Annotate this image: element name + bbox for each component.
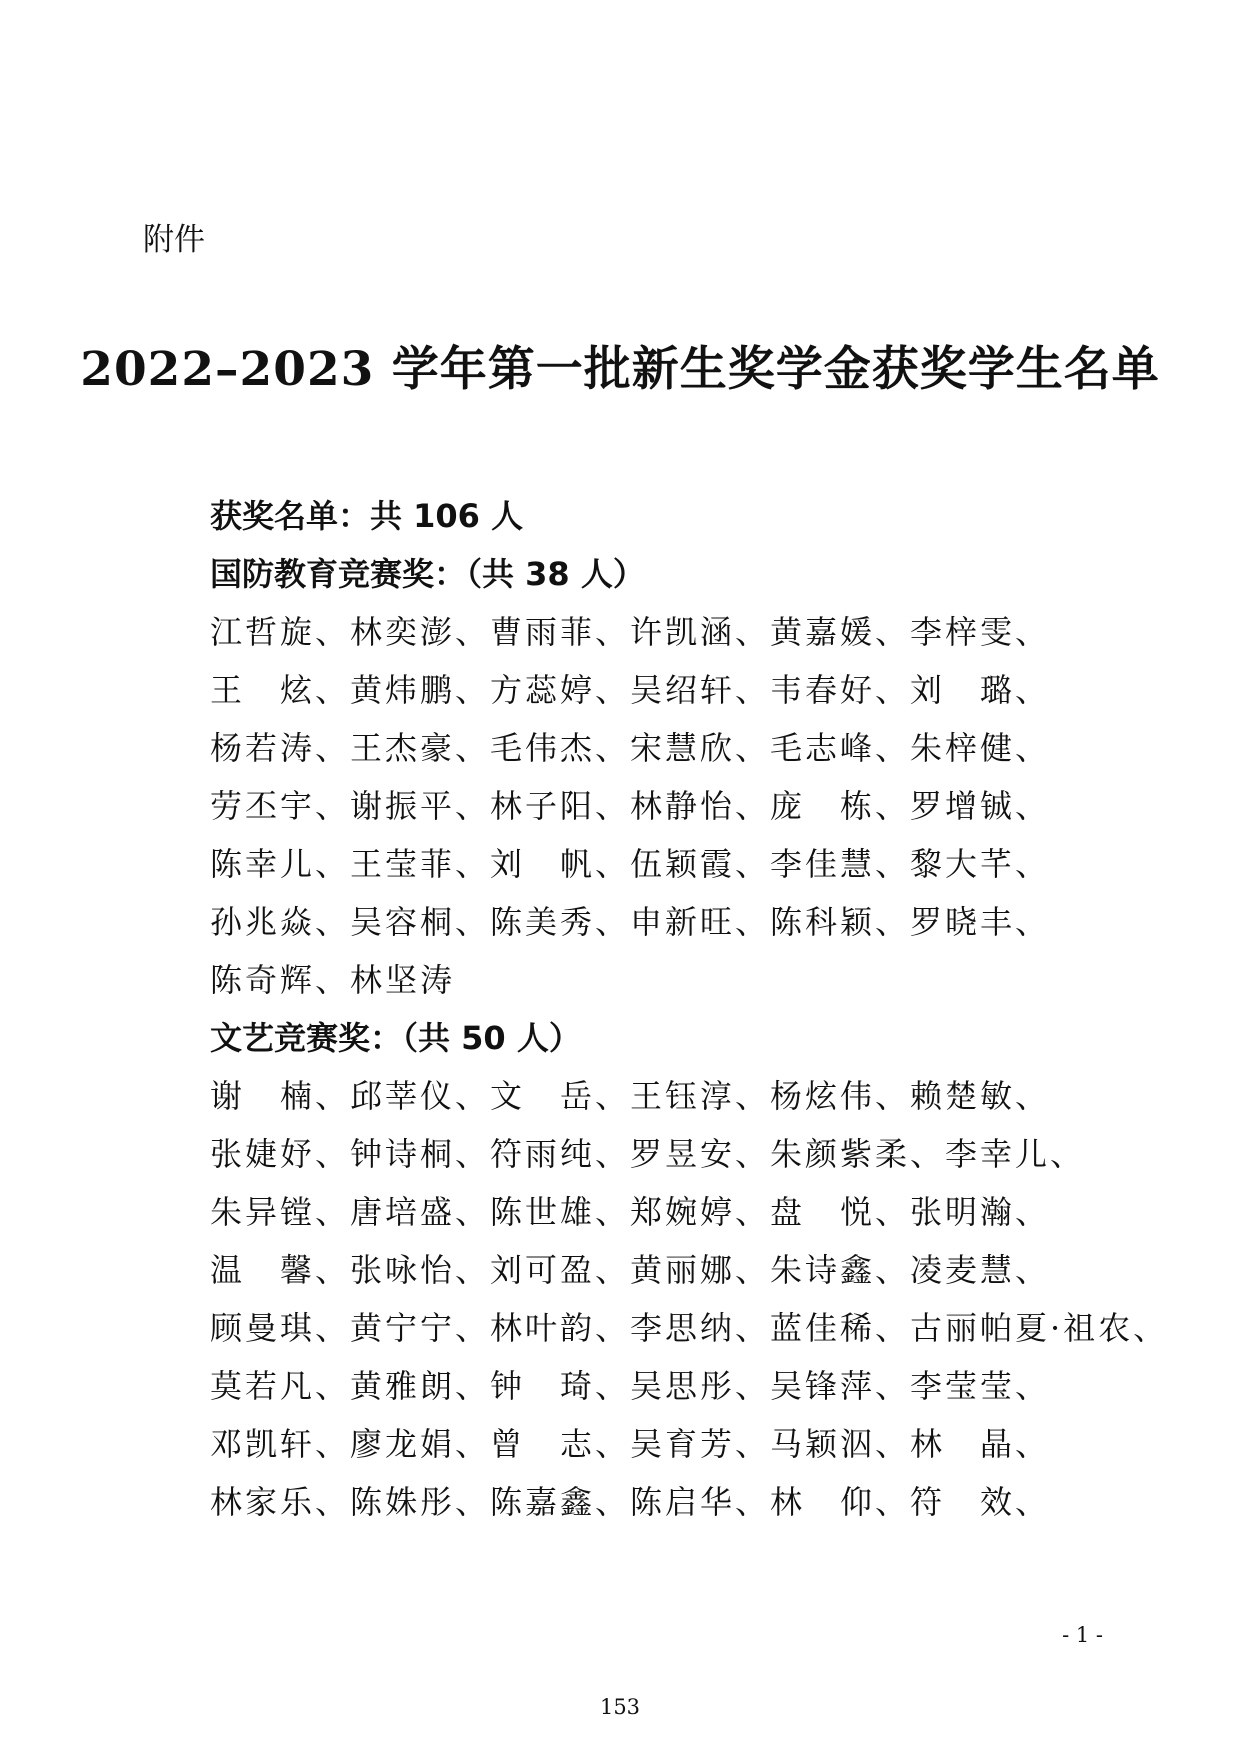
name-line: 王 炫、黄炜鹏、方蕊婷、吴绍轩、韦春好、刘 璐、	[210, 671, 1051, 709]
name-line: 江哲旋、林奕澎、曹雨菲、许凯涵、黄嘉媛、李梓雯、	[210, 613, 1051, 651]
name-line: 邓凯轩、廖龙娟、曾 志、吴育芳、马颖泅、林 晶、	[210, 1425, 1051, 1463]
name-line: 劳丕宇、谢振平、林子阳、林静怡、庞 栋、罗增铖、	[210, 787, 1051, 825]
section-heading-defense: 国防教育竞赛奖：（共 38 人）	[210, 555, 645, 593]
name-line: 张婕妤、钟诗桐、符雨纯、罗昱安、朱颜紫柔、李幸儿、	[210, 1135, 1086, 1173]
name-line: 杨若涛、王杰豪、毛伟杰、宋慧欣、毛志峰、朱梓健、	[210, 729, 1051, 767]
award-summary: 获奖名单：共 106 人	[210, 497, 524, 535]
name-line: 朱异镗、唐培盛、陈世雄、郑婉婷、盘 悦、张明瀚、	[210, 1193, 1051, 1231]
name-list-arts	[210, 1067, 1190, 1531]
name-line: 温 馨、张咏怡、刘可盈、黄丽娜、朱诗鑫、凌麦慧、	[210, 1251, 1051, 1289]
name-line: 顾曼琪、黄宁宁、林叶韵、李思纳、蓝佳稀、古丽帕夏·祖农、	[210, 1309, 1169, 1347]
name-line: 孙兆焱、吴容桐、陈美秀、申新旺、陈科颖、罗晓丰、	[210, 903, 1051, 941]
name-line: 陈奇辉、林坚涛	[210, 961, 456, 999]
name-line: 陈幸儿、王莹菲、刘 帆、伍颖霞、李佳慧、黎大芊、	[210, 845, 1051, 883]
attachment-label: 附件	[143, 222, 205, 258]
name-list-defense	[210, 603, 1190, 1009]
document-title: 2022–2023 学年第一批新生奖学金获奖学生名单	[80, 342, 1160, 397]
name-line: 林家乐、陈姝彤、陈嘉鑫、陈启华、林 仰、符 效、	[210, 1483, 1051, 1521]
page-marker: - 1 -	[1062, 1623, 1103, 1647]
section-heading-arts: 文艺竞赛奖：（共 50 人）	[210, 1019, 581, 1057]
name-line: 谢 楠、邱莘仪、文 岳、王钰淳、杨炫伟、赖楚敏、	[210, 1077, 1051, 1115]
page-number: 153	[599, 1695, 641, 1719]
name-line: 莫若凡、黄雅朗、钟 琦、吴思彤、吴锋萍、李莹莹、	[210, 1367, 1051, 1405]
document-body	[210, 487, 1190, 1531]
